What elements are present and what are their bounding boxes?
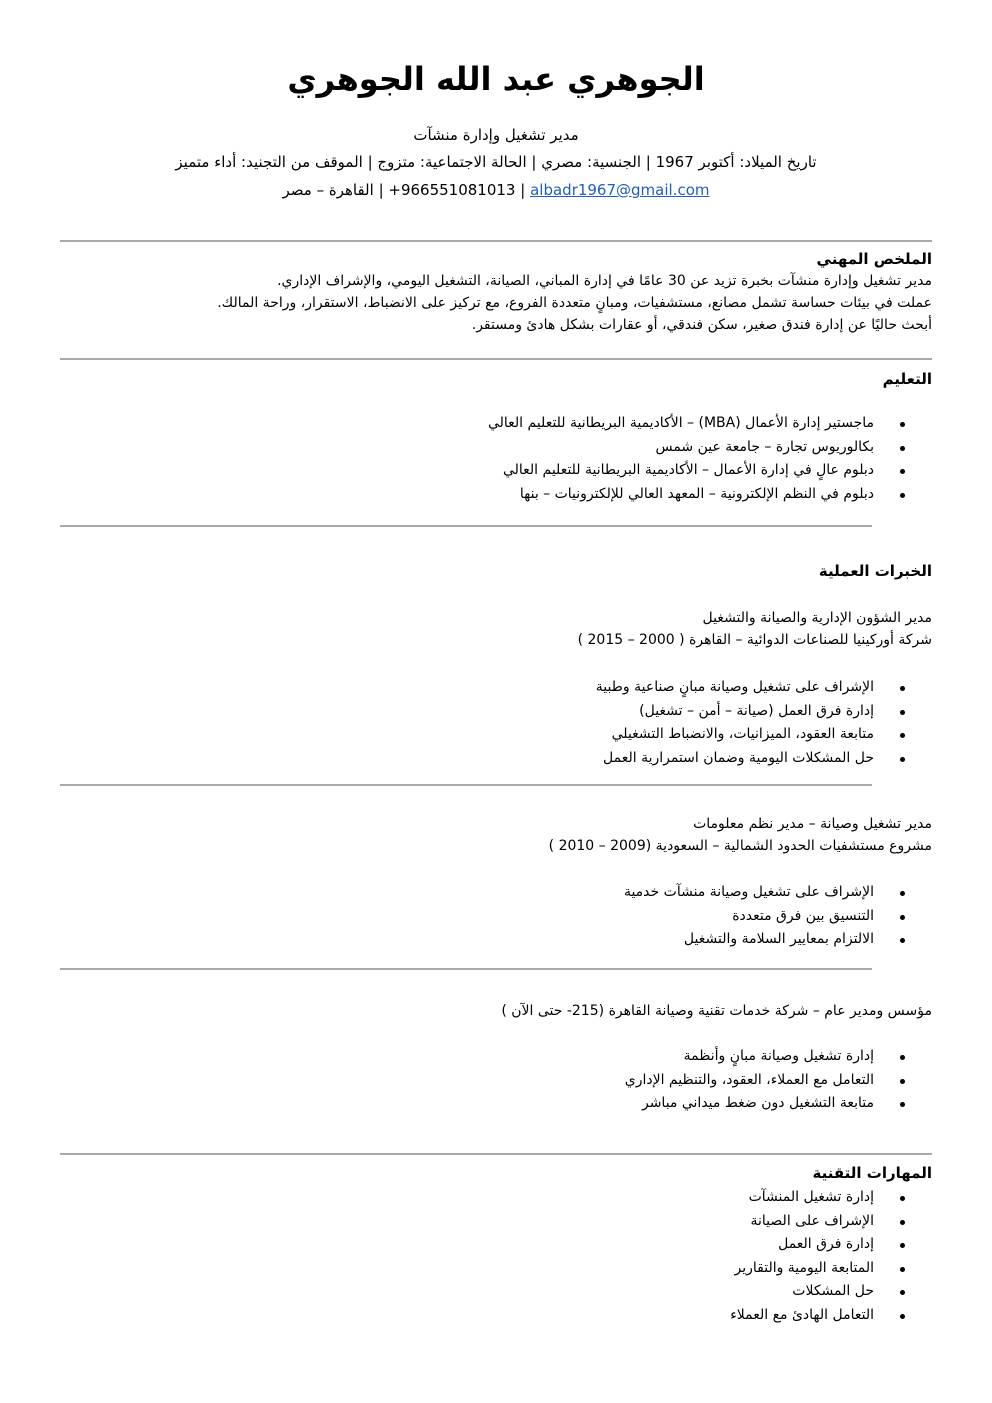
summary-section <box>60 248 932 336</box>
contact-line <box>60 179 932 201</box>
job-title: مدير تشغيل وصيانة – مدير نظم معلومات <box>693 816 932 832</box>
job-duty: الالتزام بمعايير السلامة والتشغيل <box>60 928 932 952</box>
education-heading: التعليم <box>882 370 932 388</box>
summary-heading: الملخص المهني <box>816 250 932 268</box>
divider <box>60 784 872 786</box>
education-item: ماجستير إدارة الأعمال (MBA) – الأكاديمية البريطانية للتعليم العالي <box>60 412 932 436</box>
phone-number: +966551081013 <box>388 181 516 199</box>
job-title: مدير الشؤون الإدارية والصيانة والتشغيل <box>702 610 932 626</box>
personal-info: تاريخ الميلاد: أكتوبر 1967 | الجنسية: مصري | الحالة الاجتماعية: متزوج | الموقف من التجنيد: أداء متميز <box>175 153 817 171</box>
summary-line: أبحث حاليًا عن إدارة فندق صغير، سكن فندقي، أو عقارات بشكل هادئ ومستقر. <box>471 317 932 333</box>
job-duty: الإشراف على تشغيل وصيانة مبانٍ صناعية وطبية <box>60 676 932 700</box>
location: القاهرة – مصر <box>282 181 374 199</box>
education-item: بكالوريوس تجارة – جامعة عين شمس <box>60 436 932 460</box>
separator: | <box>373 181 389 199</box>
education-item: دبلوم في النظم الإلكترونية – المعهد العالي للإلكترونيات – بنها <box>60 483 932 507</box>
job-title: مؤسس ومدير عام – شركة خدمات تقنية وصيانة القاهرة (215- حتى الآن ) <box>501 1003 932 1019</box>
job-duty: التعامل مع العملاء، العقود، والتنظيم الإداري <box>60 1069 932 1093</box>
job-duty: التنسيق بين فرق متعددة <box>60 905 932 929</box>
job-entry <box>60 813 932 857</box>
job-company: مشروع مستشفيات الحدود الشمالية – السعودية (2009 – 2010 ) <box>548 838 932 854</box>
education-list <box>60 412 932 506</box>
job-duty: إدارة فرق العمل (صيانة – أمن – تشغيل) <box>60 700 932 724</box>
skill-item: الإشراف على الصيانة <box>60 1210 932 1234</box>
experience-heading: الخبرات العملية <box>818 562 932 580</box>
skill-item: إدارة فرق العمل <box>60 1233 932 1257</box>
skill-item: إدارة تشغيل المنشآت <box>60 1186 932 1210</box>
divider <box>60 968 872 970</box>
candidate-name: الجوهري عبد الله الجوهري <box>287 60 705 98</box>
skill-item: حل المشكلات <box>60 1280 932 1304</box>
job-company: شركة أوركينيا للصناعات الدوائية – القاهرة ( 2000 – 2015 ) <box>577 632 932 648</box>
job-duty: إدارة تشغيل وصيانة مبانٍ وأنظمة <box>60 1045 932 1069</box>
job-duty: متابعة التشغيل دون ضغط ميداني مباشر <box>60 1092 932 1116</box>
separator: | <box>515 181 531 199</box>
job-duties-list <box>60 881 932 952</box>
divider <box>60 240 932 242</box>
job-duties-list <box>60 676 932 770</box>
job-duty: الإشراف على تشغيل وصيانة منشآت خدمية <box>60 881 932 905</box>
skills-heading: المهارات التقنية <box>812 1164 932 1182</box>
divider <box>60 358 932 360</box>
job-title: مدير تشغيل وإدارة منشآت <box>413 126 579 144</box>
skill-item: المتابعة اليومية والتقارير <box>60 1257 932 1281</box>
summary-line: مدير تشغيل وإدارة منشآت بخبرة تزيد عن 30 عامًا في إدارة المباني، الصيانة، التشغيل اليومي، والإشراف الإداري. <box>277 273 932 289</box>
summary-line: عملت في بيئات حساسة تشمل مصانع، مستشفيات، ومبانٍ متعددة الفروع، مع تركيز على الانضباط، الاستقرار، وراحة المالك. <box>217 295 932 311</box>
skill-item: التعامل الهادئ مع العملاء <box>60 1304 932 1328</box>
divider <box>60 525 872 527</box>
education-item: دبلوم عالٍ في إدارة الأعمال – الأكاديمية البريطانية للتعليم العالي <box>60 459 932 483</box>
job-entry <box>60 1000 932 1022</box>
job-duty: متابعة العقود، الميزانيات، والانضباط التشغيلي <box>60 723 932 747</box>
skills-list <box>60 1186 932 1327</box>
job-duty: حل المشكلات اليومية وضمان استمرارية العمل <box>60 747 932 771</box>
divider <box>60 1153 932 1155</box>
job-entry <box>60 607 932 651</box>
job-duties-list <box>60 1045 932 1116</box>
email-link[interactable]: albadr1967@gmail.com <box>530 181 710 199</box>
